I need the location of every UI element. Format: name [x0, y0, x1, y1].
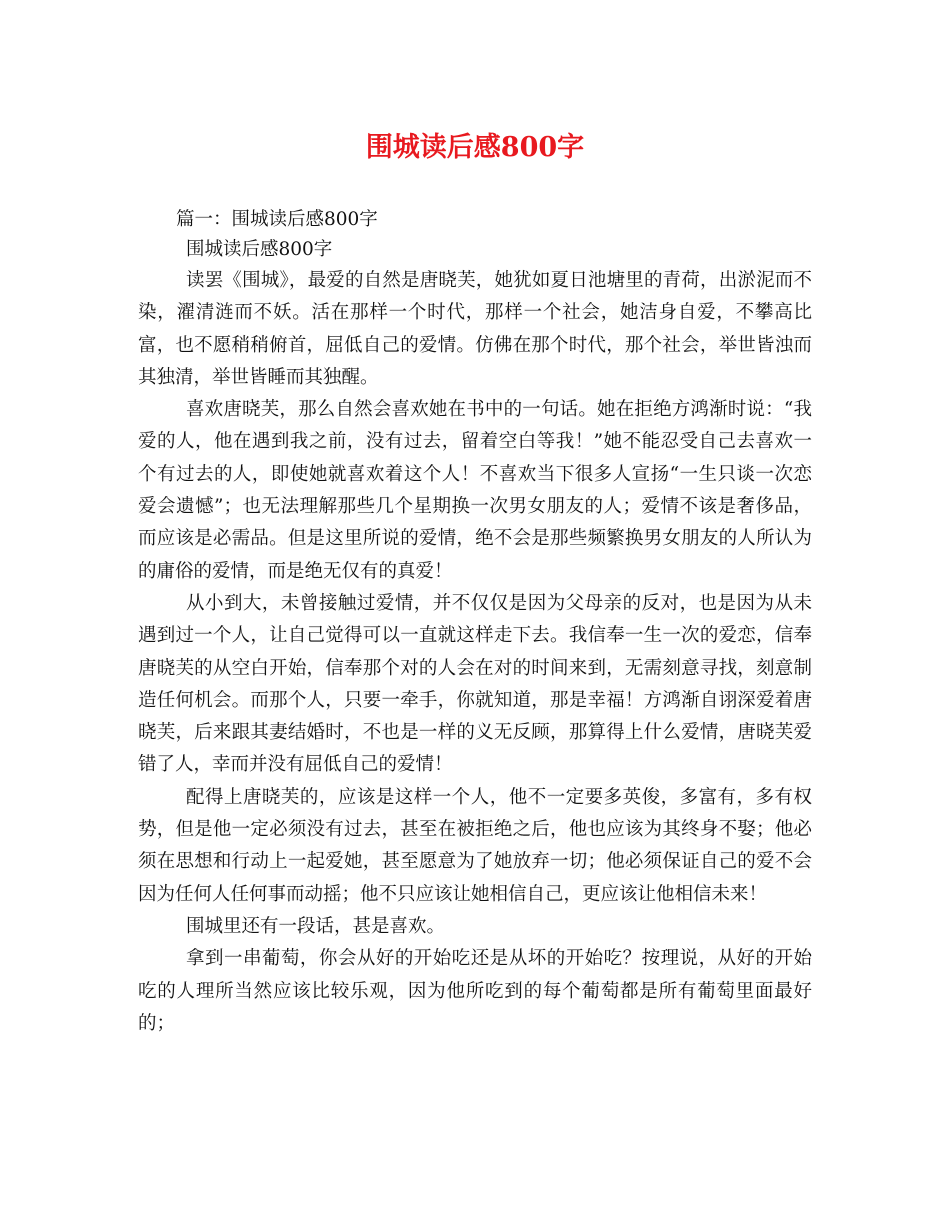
paragraph: 围城里还有一段话，甚是喜欢。	[186, 915, 446, 937]
paragraph: 从小到大，未曾接触过爱情，并不仅仅是因为父母亲的反对，也是因为从未遇到过一个人，让自己觉得可以一直就这样走下去。我信奉一生一次的爱恋，信奉唐晓芙的从空白开始，信奉那个对的人会在对的时间来到，无需刻意寻找，刻意制造任何机会。而那个人，只要一牵手，你就知道，那是幸福！方鸿渐自诩深爱着唐晓芙，后来跟其妻结婚时，不也是一样的义无反顾，那算得上什么爱情，唐晓芙爱错了人，幸而并没有屈低自己的爱情！	[138, 592, 812, 776]
section-heading: 篇一：围城读后感800字	[176, 209, 378, 230]
article-subheading: 围城读后感800字	[186, 239, 333, 260]
document-body	[138, 205, 812, 1040]
paragraph: 读罢《围城》，最爱的自然是唐晓芙，她犹如夏日池塘里的青荷，出淤泥而不染，濯清涟而不妖。活在那样一个时代，那样一个社会，她洁身自爱，不攀高比富，也不愿稍稍俯首，屈低自己的爱情。仿佛在那个时代，那个社会，举世皆浊而其独清，举世皆睡而其独醒。	[138, 270, 812, 388]
paragraph: 喜欢唐晓芙，那么自然会喜欢她在书中的一句话。她在拒绝方鸿渐时说：“我爱的人，他在遇到我之前，没有过去，留着空白等我！”她不能忍受自己去喜欢一个有过去的人，即使她就喜欢着这个人！不喜欢当下很多人宣扬“一生只谈一次恋爱会遗憾”；也无法理解那些几个星期换一次男女朋友的人；爱情不该是奢侈品，而应该是必需品。但是这里所说的爱情，绝不会是那些频繁换男女朋友的人所认为的庸俗的爱情，而是绝无仅有的真爱！	[138, 399, 812, 582]
paragraph: 配得上唐晓芙的，应该是这样一个人，他不一定要多英俊，多富有，多有权势，但是他一定必须没有过去，甚至在被拒绝之后，他也应该为其终身不娶；他必须在思想和行动上一起爱她，甚至愿意为了她放弃一切；他必须保证自己的爱不会因为任何人任何事而动摇；他不只应该让她相信自己，更应该让他相信未来！	[138, 786, 812, 905]
paragraph: 拿到一串葡萄，你会从好的开始吃还是从坏的开始吃？按理说，从好的开始吃的人理所当然应该比较乐观，因为他所吃到的每个葡萄都是所有葡萄里面最好的；	[138, 948, 812, 1034]
document-title: 围城读后感800字	[365, 132, 585, 163]
